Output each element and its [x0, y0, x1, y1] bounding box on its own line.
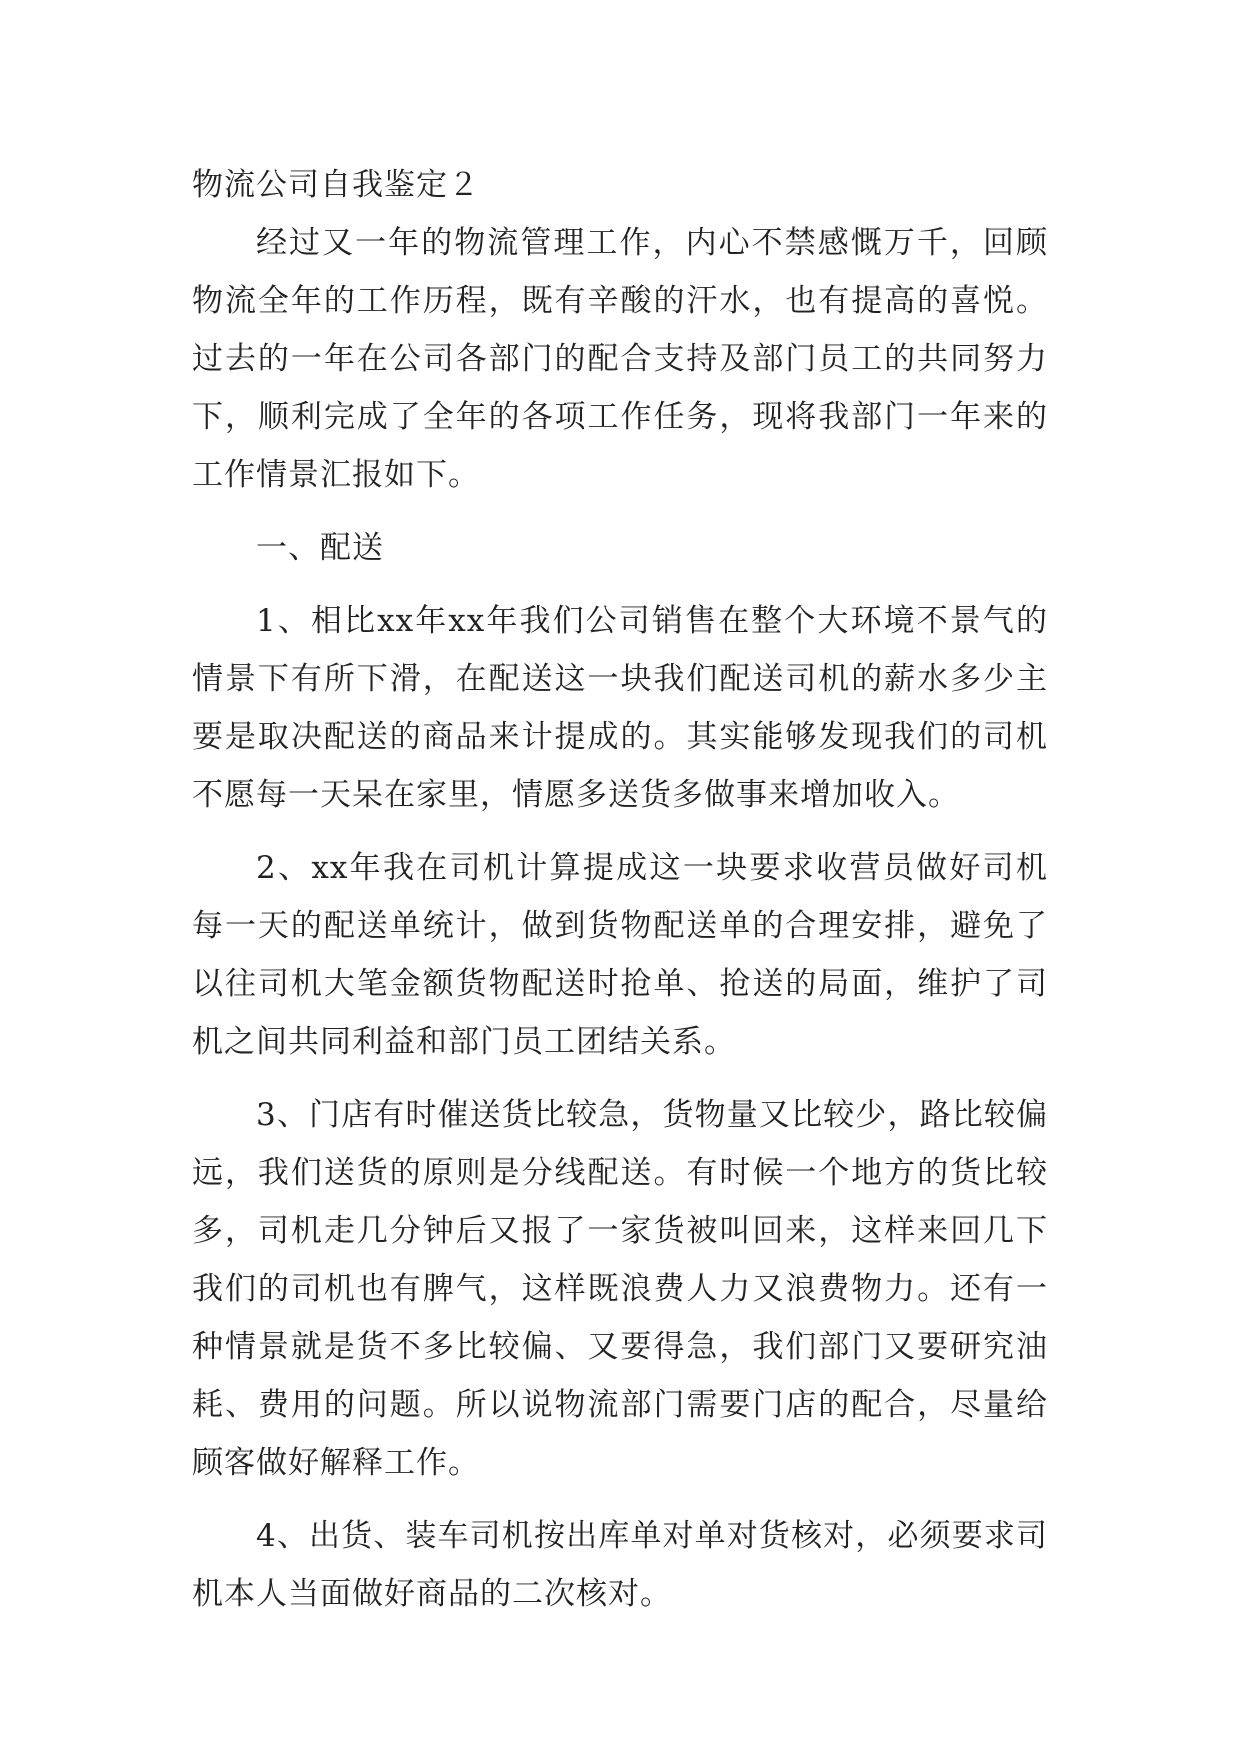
paragraph-item-4: 4、出货、装车司机按出库单对单对货核对，必须要求司机本人当面做好商品的二次核对。 — [192, 1518, 1048, 1612]
section-heading: 一、配送 — [256, 530, 384, 566]
paragraph-item-1: 1、相比xx年xx年我们公司销售在整个大环境不景气的情景下有所下滑，在配送这一块我们配送司机的薪水多少主要是取决配送的商品来计提成的。其实能够发现我们的司机不愿每一天呆在家里，情愿多送货多做事来增加收入。 — [192, 603, 1048, 813]
document-title: 物流公司自我鉴定２ — [192, 167, 480, 203]
intro-paragraph: 经过又一年的物流管理工作，内心不禁感慨万千，回顾物流全年的工作历程，既有辛酸的汗水，也有提高的喜悦。过去的一年在公司各部门的配合支持及部门员工的共同努力下，顺利完成了全年的各项工作任务，现将我部门一年来的工作情景汇报如下。 — [192, 225, 1048, 493]
paragraph-item-3: 3、门店有时催送货比较急，货物量又比较少，路比较偏远，我们送货的原则是分线配送。有时候一个地方的货比较多，司机走几分钟后又报了一家货被叫回来，这样来回几下我们的司机也有脾气，这样既浪费人力又浪费物力。还有一种情景就是货不多比较偏、又要得急，我们部门又要研究油耗、费用的问题。所以说物流部门需要门店的配合，尽量给顾客做好解释工作。 — [192, 1097, 1048, 1481]
paragraph-item-2: 2、xx年我在司机计算提成这一块要求收营员做好司机每一天的配送单统计，做到货物配送单的合理安排，避免了以往司机大笔金额货物配送时抢单、抢送的局面，维护了司机之间共同利益和部门员工团结关系。 — [192, 850, 1048, 1060]
document-body — [192, 156, 1048, 1638]
